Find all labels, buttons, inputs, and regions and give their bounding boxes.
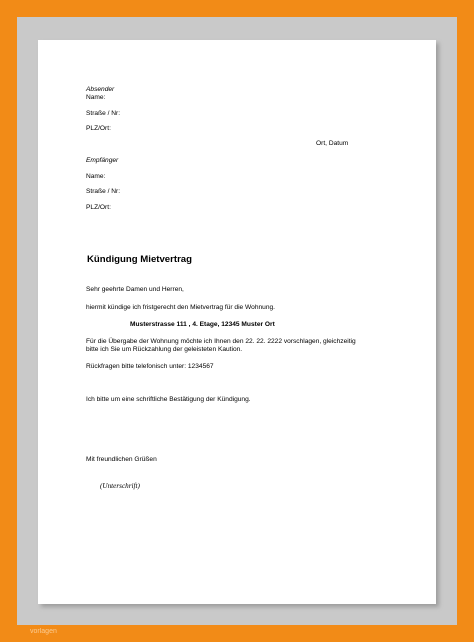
handover-line-1: Für die Übergabe der Wohnung möchte ich Ihnen den 22. 22. 2222 vorschlagen, gleichzeitig <box>86 338 356 345</box>
place-date: Ort, Datum <box>316 140 349 147</box>
contact-line: Rückfragen bitte telefonisch unter: 1234567 <box>86 363 214 370</box>
salutation: Sehr geehrte Damen und Herren, <box>86 286 184 293</box>
sender-name-field: Name: <box>86 94 106 101</box>
closing: Mit freundlichen Grüßen <box>86 456 157 463</box>
confirmation-request: Ich bitte um eine schriftliche Bestätigung der Kündigung. <box>86 396 251 403</box>
recipient-label: Empfänger <box>86 157 119 164</box>
sender-street-field: Straße / Nr: <box>86 110 121 117</box>
recipient-street-field: Straße / Nr: <box>86 188 121 195</box>
recipient-name-field: Name: <box>86 173 106 180</box>
signature-placeholder: (Unterschrift) <box>100 482 140 490</box>
sender-label: Absender <box>86 86 115 93</box>
watermark: vorlagen <box>30 628 57 635</box>
sender-city-field: PLZ/Ort: <box>86 125 111 132</box>
termination-sentence: hiermit kündige ich fristgerecht den Mietvertrag für die Wohnung. <box>86 304 275 311</box>
apartment-address: Musterstrasse 111 , 4. Etage, 12345 Muster Ort <box>130 321 275 328</box>
recipient-city-field: PLZ/Ort: <box>86 204 111 211</box>
letter-page <box>38 40 436 604</box>
handover-line-2: bitte ich Sie um Rückzahlung der geleisteten Kaution. <box>86 346 243 353</box>
letter-subject: Kündigung Mietvertrag <box>87 254 192 265</box>
